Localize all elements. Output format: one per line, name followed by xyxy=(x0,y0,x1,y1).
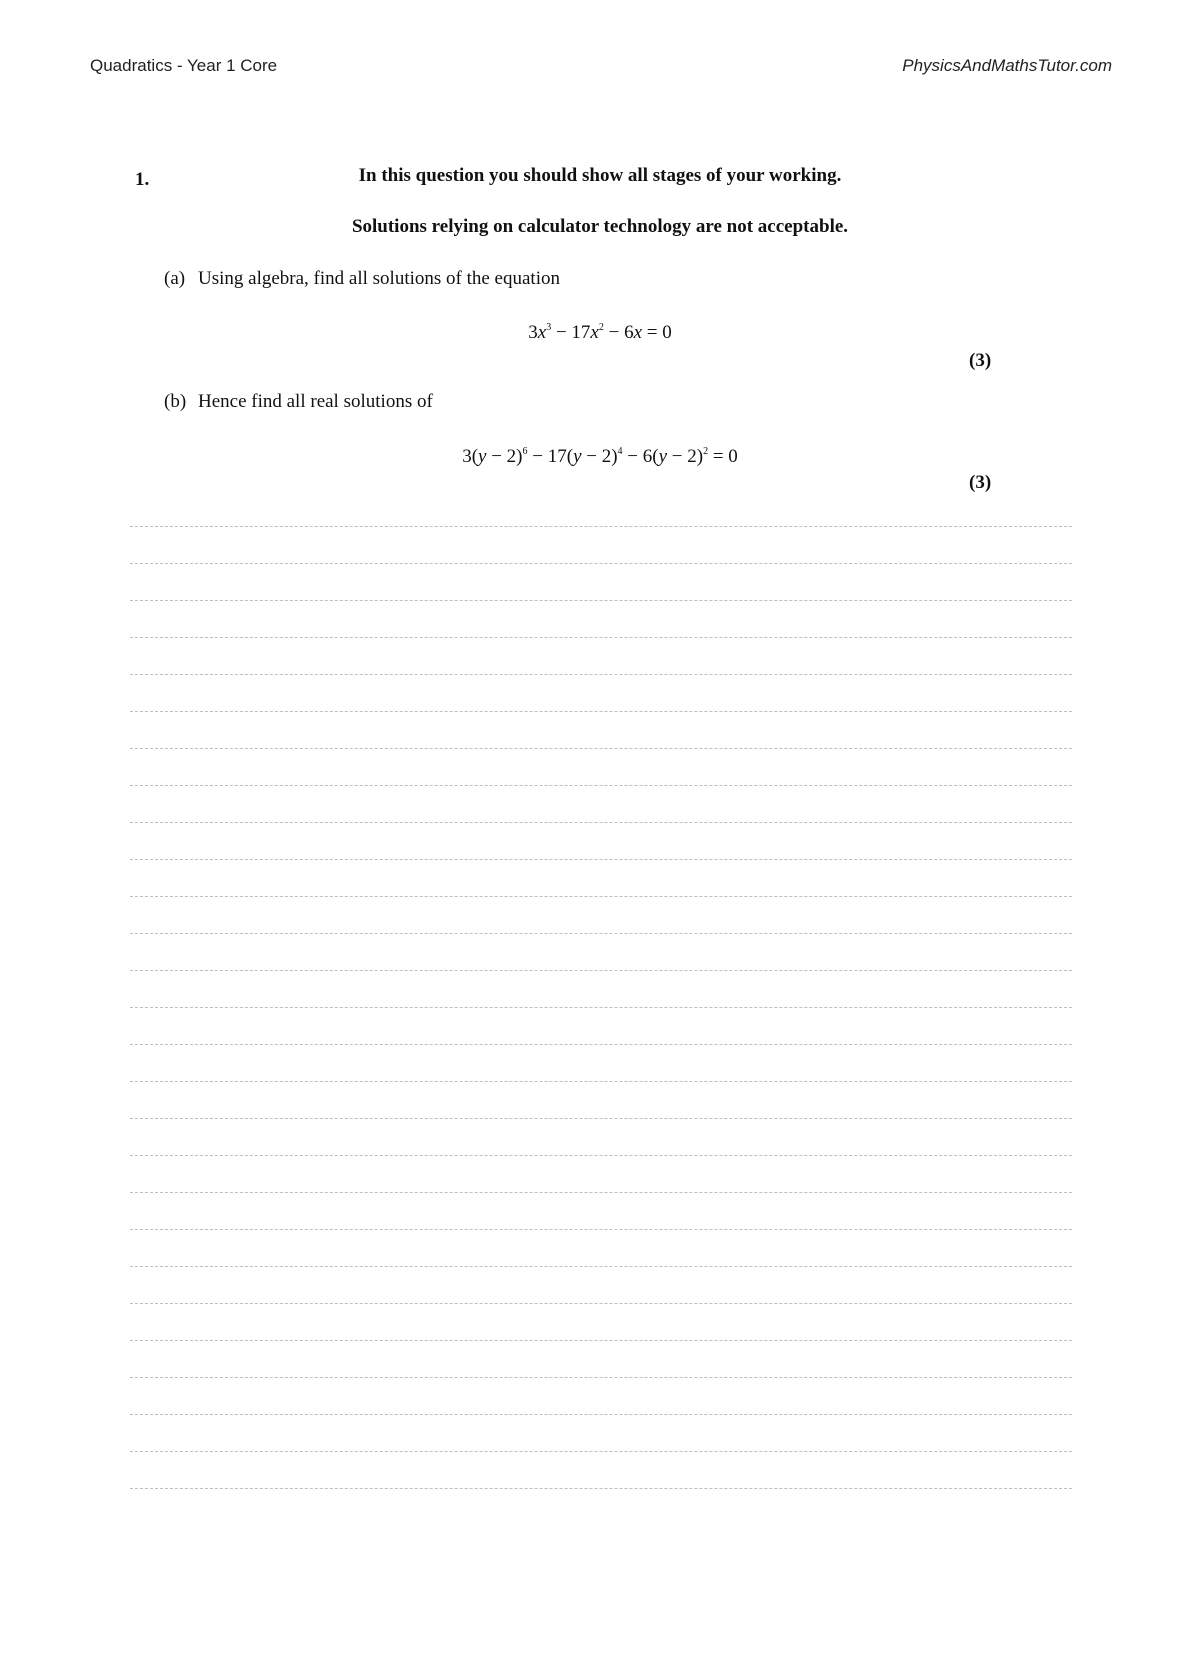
answer-line xyxy=(130,1045,1072,1082)
answer-line xyxy=(130,1378,1072,1415)
page-header-title: Quadratics - Year 1 Core xyxy=(90,56,278,75)
answer-line xyxy=(130,712,1072,749)
equation-a: $3x^3 - 17x^2 - 6x = 0$ xyxy=(528,322,672,343)
part-b xyxy=(164,391,433,413)
answer-line xyxy=(130,1452,1072,1489)
answer-line xyxy=(130,1193,1072,1230)
answer-line xyxy=(130,1304,1072,1341)
answer-area[interactable] xyxy=(130,525,1072,1489)
answer-line xyxy=(130,1156,1072,1193)
part-a-marks: (3) xyxy=(969,350,992,371)
instruction-calculator: Solutions relying on calculator technology are not acceptable. xyxy=(351,216,849,237)
answer-line xyxy=(130,527,1072,564)
answer-line xyxy=(130,786,1072,823)
part-a xyxy=(164,268,560,290)
part-b-label: (b) xyxy=(164,391,187,412)
answer-line xyxy=(130,1341,1072,1378)
answer-line xyxy=(130,638,1072,675)
part-b-text: Hence find all real solutions of xyxy=(198,391,433,412)
answer-line xyxy=(130,860,1072,897)
answer-line xyxy=(130,897,1072,934)
part-a-text: Using algebra, find all solutions of the equation xyxy=(198,268,560,289)
answer-line xyxy=(130,1008,1072,1045)
answer-line xyxy=(130,934,1072,971)
answer-line xyxy=(130,1082,1072,1119)
part-b-marks: (3) xyxy=(969,472,992,493)
instruction-working: In this question you should show all stages of your working. xyxy=(358,165,842,186)
page-header-site: PhysicsAndMathsTutor.com xyxy=(902,56,1112,75)
answer-line xyxy=(130,1267,1072,1304)
answer-line xyxy=(130,1415,1072,1452)
answer-line xyxy=(130,971,1072,1008)
answer-line xyxy=(130,601,1072,638)
question-number: 1. xyxy=(135,169,150,190)
answer-line xyxy=(130,564,1072,601)
answer-line xyxy=(130,1119,1072,1156)
answer-line xyxy=(130,749,1072,786)
answer-line xyxy=(130,823,1072,860)
part-a-label: (a) xyxy=(164,268,186,289)
answer-line xyxy=(130,675,1072,712)
answer-line xyxy=(130,1230,1072,1267)
equation-b: $3(y - 2)^6 - 17(y - 2)^4 - 6(y - 2)^2 = 0$ xyxy=(462,446,738,467)
